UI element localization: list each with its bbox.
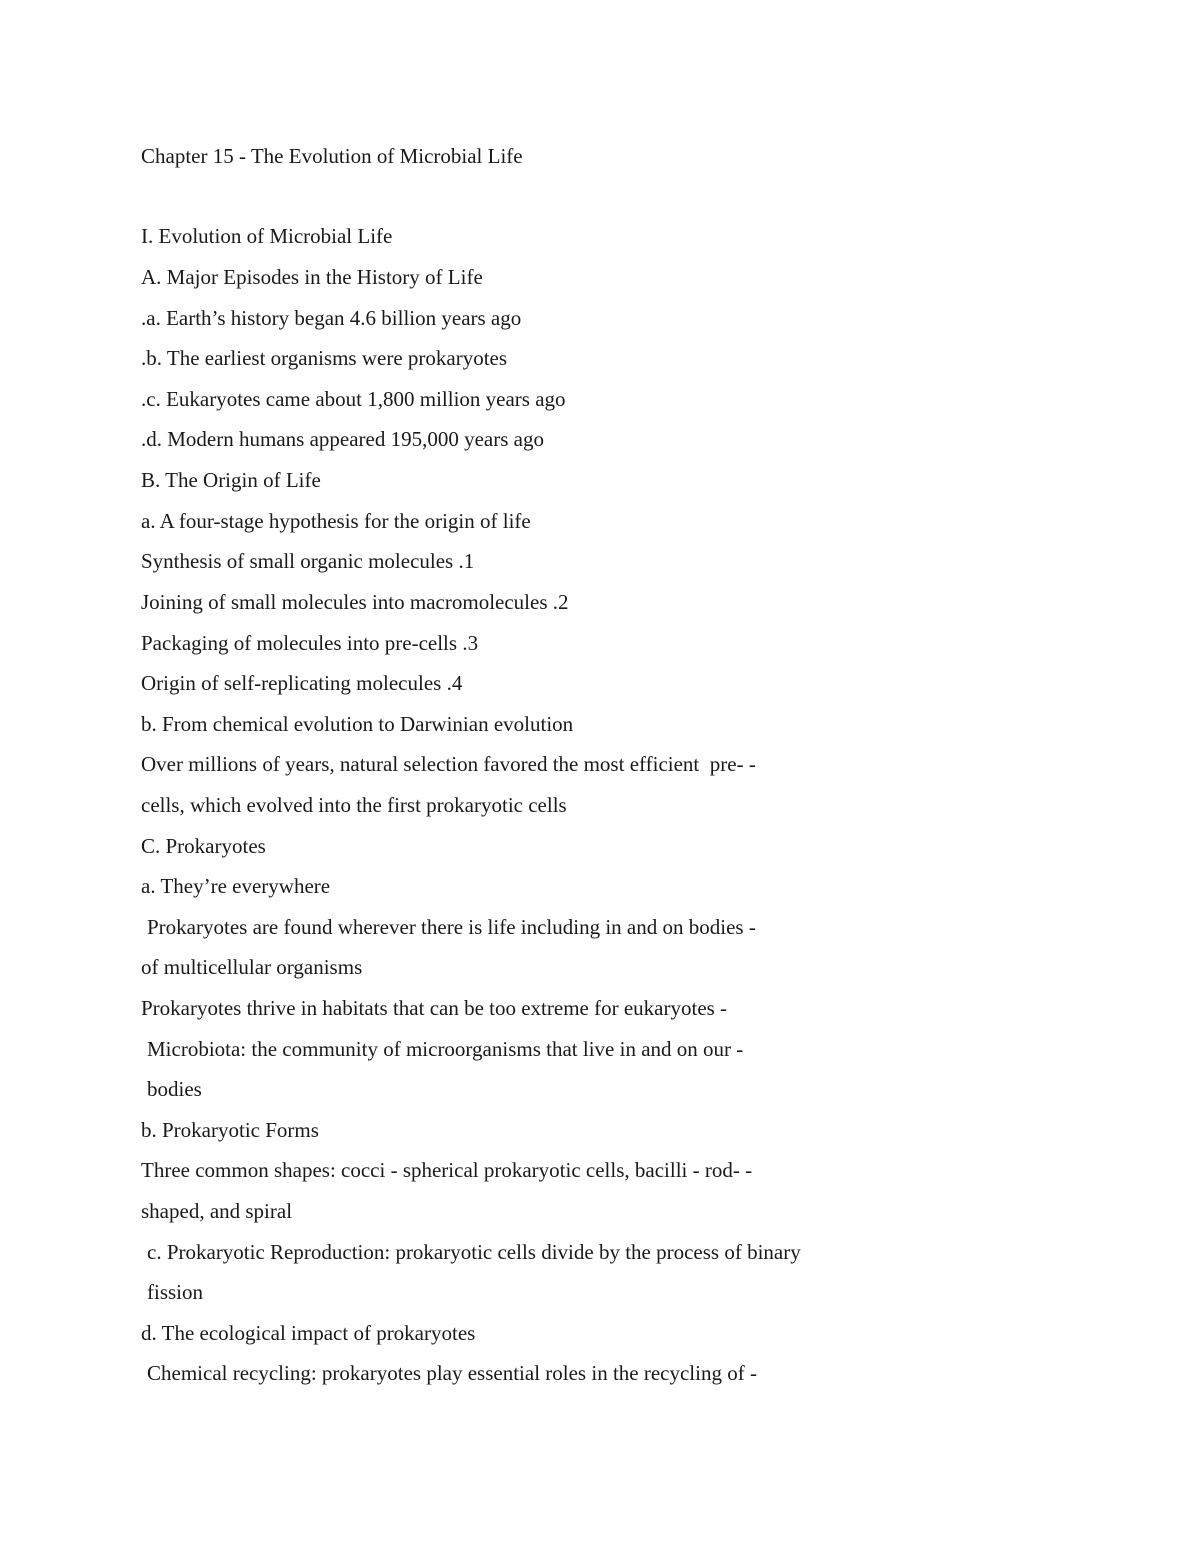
text-line: Origin of self-replicating molecules .4: [141, 671, 463, 695]
text-line: Prokaryotes thrive in habitats that can be too extreme for eukaryotes -: [141, 996, 728, 1020]
text-line: c. Prokaryotic Reproduction: prokaryotic cells divide by the process of binary: [147, 1240, 801, 1264]
text-line: cells, which evolved into the first prokaryotic cells: [141, 793, 567, 817]
text-line: a. A four-stage hypothesis for the origin of life: [141, 509, 531, 533]
text-line: Packaging of molecules into pre-cells .3: [141, 631, 479, 655]
text-line: of multicellular organisms: [141, 955, 363, 979]
text-line: Joining of small molecules into macromolecules .2: [141, 590, 569, 614]
text-line: .c. Eukaryotes came about 1,800 million years ago: [141, 387, 566, 411]
heading-subsection-b: B. The Origin of Life: [141, 468, 321, 492]
text-line: .a. Earth’s history began 4.6 billion years ago: [141, 306, 522, 330]
text-line: bodies: [147, 1077, 202, 1101]
text-line: fission: [147, 1280, 204, 1304]
text-line: Chemical recycling: prokaryotes play essential roles in the recycling of -: [147, 1361, 757, 1385]
text-line: b. Prokaryotic Forms: [141, 1118, 319, 1142]
heading-subsection-c: C. Prokaryotes: [141, 834, 266, 858]
text-line: shaped, and spiral: [141, 1199, 293, 1223]
text-line: .b. The earliest organisms were prokaryotes: [141, 346, 508, 370]
text-line: Prokaryotes are found wherever there is life including in and on bodies -: [147, 915, 756, 939]
heading-section-1: I. Evolution of Microbial Life: [141, 224, 393, 248]
text-line: Synthesis of small organic molecules .1: [141, 549, 475, 573]
text-line: Over millions of years, natural selection favored the most efficient pre- -: [141, 752, 756, 776]
text-line: Microbiota: the community of microorganisms that live in and on our -: [147, 1037, 744, 1061]
text-line: .d. Modern humans appeared 195,000 years ago: [141, 427, 544, 451]
text-line: a. They’re everywhere: [141, 874, 331, 898]
heading-subsection-a: A. Major Episodes in the History of Life: [141, 265, 483, 289]
text-line: d. The ecological impact of prokaryotes: [141, 1321, 476, 1345]
text-line: b. From chemical evolution to Darwinian evolution: [141, 712, 574, 736]
text-line: Three common shapes: cocci - spherical prokaryotic cells, bacilli - rod- -: [141, 1158, 753, 1182]
page-title: Chapter 15 - The Evolution of Microbial Life: [141, 144, 523, 168]
